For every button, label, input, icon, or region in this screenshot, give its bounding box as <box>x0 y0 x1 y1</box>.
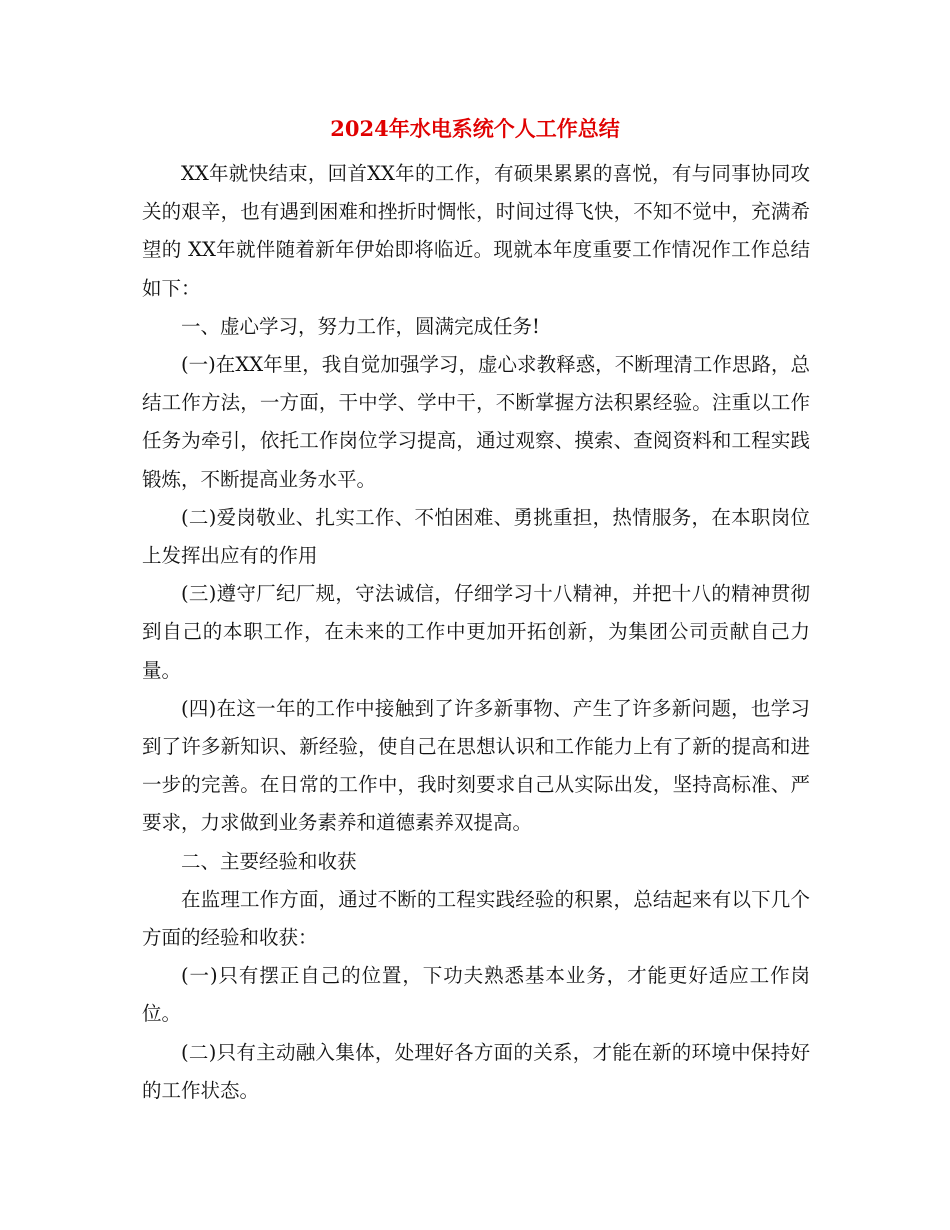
paragraph-1-3: (三)遵守厂纪厂规，守法诚信，仔细学习十八精神，并把十八的精神贯彻到自己的本职工作，在未来的工作中更加开拓创新，为集团公司贡献自己力量。 <box>142 582 810 682</box>
section-heading-1: 一、虚心学习，努力工作，圆满完成任务! <box>181 314 540 338</box>
paragraph-intro: XX年就快结束，回首XX年的工作，有硕果累累的喜悦，有与同事协同攻关的艰辛，也有遇到困难和挫折时惆怅，时间过得飞快，不知不觉中，充满希望的 XX年就伴随着新年伊始即将临近。现就本年度重要工作情况作工作总结如下： <box>142 162 810 300</box>
document-body <box>142 155 810 1110</box>
paragraph-2-1: (一)只有摆正自己的位置，下功夫熟悉基本业务，才能更好适应工作岗位。 <box>142 964 810 1026</box>
paragraph-2-2: (二)只有主动融入集体，处理好各方面的关系，才能在新的环境中保持好的工作状态。 <box>142 1040 810 1102</box>
paragraph-1-2: (二)爱岗敬业、扎实工作、不怕困难、勇挑重担，热情服务，在本职岗位上发挥出应有的作用 <box>142 505 810 568</box>
document-title: 2024年水电系统个人工作总结 <box>330 116 620 141</box>
paragraph-2-intro: 在监理工作方面，通过不断的工程实践经验的积累，总结起来有以下几个方面的经验和收获： <box>142 887 810 950</box>
paragraph-1-4: (四)在这一年的工作中接触到了许多新事物、产生了许多新问题，也学习到了许多新知识、新经验，使自己在思想认识和工作能力上有了新的提高和进一步的完善。在日常的工作中，我时刻要求自己从实际出发，坚持高标准、严要求，力求做到业务素养和道德素养双提高。 <box>142 696 810 835</box>
paragraph-1-1: (一)在XX年里，我自觉加强学习，虚心求教释惑，不断理清工作思路，总结工作方法，一方面，干中学、学中干，不断掌握方法积累经验。注重以工作任务为牵引，依托工作岗位学习提高，通过观察、摸索、查阅资料和工程实践锻炼，不断提高业务水平。 <box>142 353 810 491</box>
section-heading-2: 二、主要经验和收获 <box>181 849 357 873</box>
